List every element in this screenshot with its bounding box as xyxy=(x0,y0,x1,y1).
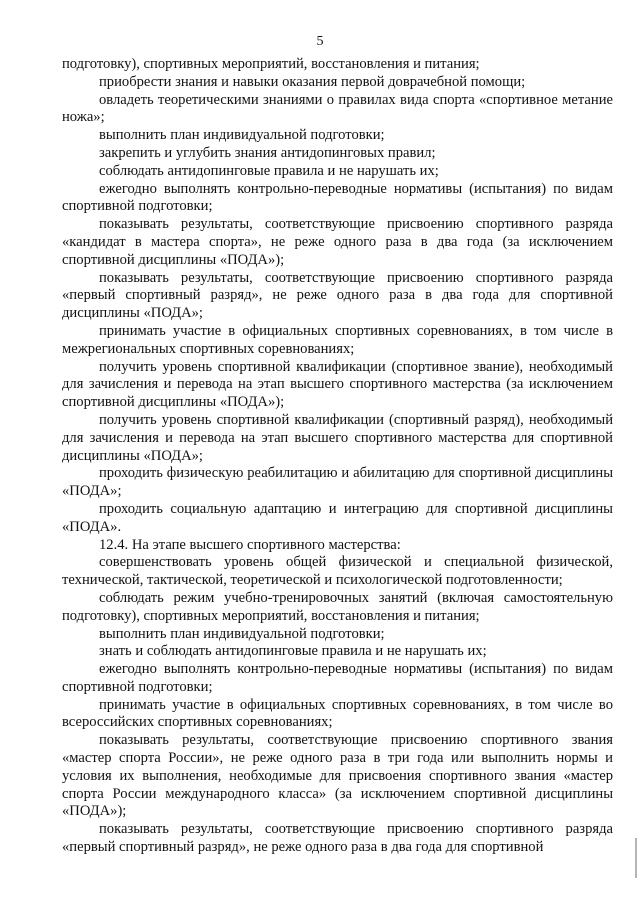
list-item-antidoping-knowledge: закрепить и углубить знания антидопинговых правил; xyxy=(99,144,436,161)
list-item-improve-level: совершенствовать уровень общей физической и специальной физической, технической, тактической, теоретической и психологической подготовленности; xyxy=(62,554,613,589)
page-number: 5 xyxy=(316,34,324,49)
list-item-social-adaptation: проходить социальную адаптацию и интеграцию для спортивной дисциплины «ПОДА». xyxy=(62,500,613,535)
list-item-sport-rank-poda: получить уровень спортивной квалификации (спортивный разряд), необходимый для зачисления и перевода на этап высшего спортивного мастерства для спортивной дисциплины «ПОДА»; xyxy=(62,411,613,464)
list-item-interregional-competitions: принимать участие в официальных спортивных соревнованиях, в том числе в межрегиональных спортивных соревнованиях; xyxy=(62,322,613,357)
list-item-first-aid: приобрести знания и навыки оказания первой доврачебной помощи; xyxy=(99,73,526,90)
list-item-theory-rules: овладеть теоретическими знаниями о правилах вида спорта «спортивное метание ножа»; xyxy=(62,91,613,126)
scan-edge-mark xyxy=(635,838,637,878)
list-item-annual-standards: ежегодно выполнять контрольно-переводные нормативы (испытания) по видам спортивной подготовки; xyxy=(62,180,613,215)
list-item-first-rank-poda-2: показывать результаты, соответствующие присвоению спортивного разряда «первый спортивный разряд», не реже одного раза в два года для спортивной xyxy=(62,821,613,856)
list-item-individual-plan-2: выполнить план индивидуальной подготовки; xyxy=(99,625,385,642)
list-item-kms-results: показывать результаты, соответствующие присвоению спортивного разряда «кандидат в мастера спорта», не реже одного раза в два года (за исключением спортивной дисциплины «ПОДА»); xyxy=(62,216,613,268)
paragraph-continuation: подготовку), спортивных мероприятий, восстановления и питания; xyxy=(62,56,480,72)
list-item-individual-plan: выполнить план индивидуальной подготовки; xyxy=(99,127,385,144)
list-item-sport-title: получить уровень спортивной квалификации (спортивное звание), необходимый для зачисления и перевода на этап высшего спортивного мастерства (за исключением спортивной дисциплины «ПОДА»); xyxy=(62,358,613,411)
list-item-training-regime: соблюдать режим учебно-тренировочных занятий (включая самостоятельную подготовку), спортивных мероприятий, восстановления и питания; xyxy=(62,589,613,624)
list-item-antidoping-compliance: соблюдать антидопинговые правила и не нарушать их; xyxy=(99,162,439,179)
list-item-antidoping-2: знать и соблюдать антидопинговые правила и не нарушать их; xyxy=(99,643,487,660)
section-heading-12-4: 12.4. На этапе высшего спортивного мастерства: xyxy=(99,536,401,553)
document-body xyxy=(62,56,613,857)
list-item-first-rank-poda: показывать результаты, соответствующие присвоению спортивного разряда «первый спортивный разряд», не реже одного раза в два года для спортивной дисциплины «ПОДА»; xyxy=(62,269,613,322)
list-item-rehabilitation: проходить физическую реабилитацию и абилитацию для спортивной дисциплины «ПОДА»; xyxy=(62,465,613,500)
list-item-all-russian-competitions: принимать участие в официальных спортивных соревнованиях, в том числе во всероссийских спортивных соревнованиях; xyxy=(62,696,613,731)
list-item-master-of-sport: показывать результаты, соответствующие присвоению спортивного звания «мастер спорта России», не реже одного раза в три года или выполнить нормы и условия их выполнения, необходимые для присвоения спортивного звания «мастер спорта России международного класса» (за исключением спортивной дисциплины «ПОДА»); xyxy=(62,732,613,820)
list-item-annual-standards-2: ежегодно выполнять контрольно-переводные нормативы (испытания) по видам спортивной подготовки; xyxy=(62,661,613,695)
